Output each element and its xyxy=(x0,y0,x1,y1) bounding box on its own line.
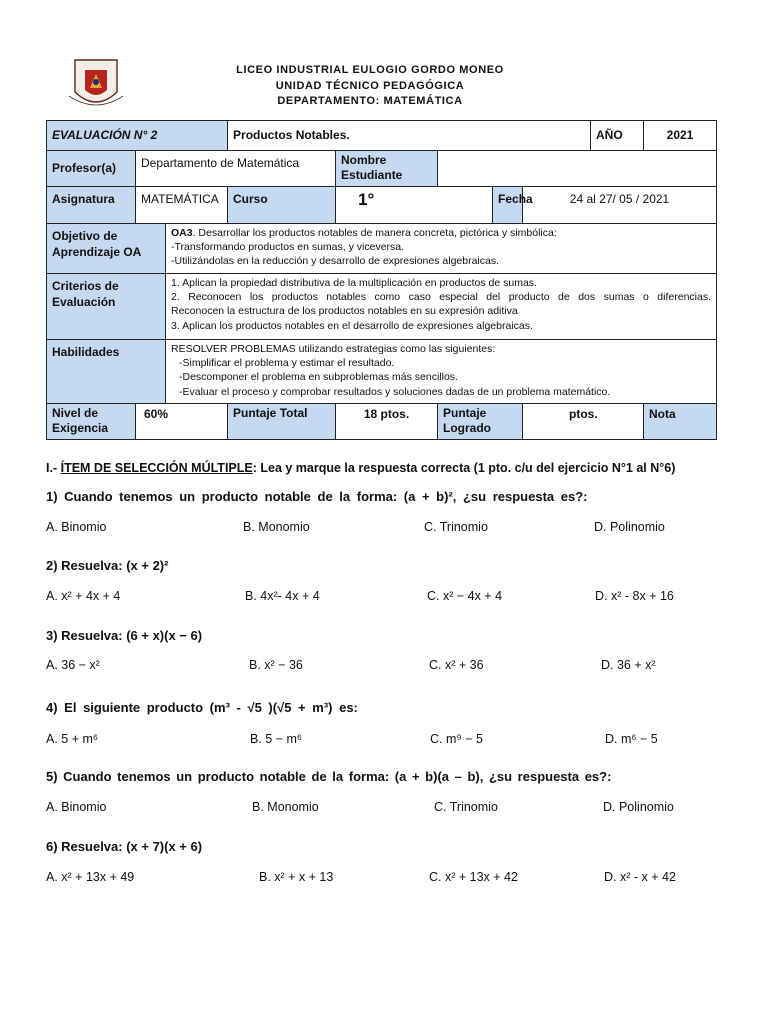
section-heading xyxy=(46,461,716,475)
school-name: LICEO INDUSTRIAL EULOGIO GORDO MONEO xyxy=(236,64,504,76)
q1-option-a[interactable]: A. Binomio xyxy=(46,520,107,534)
subject-value: MATEMÁTICA xyxy=(136,187,228,224)
q2-option-d[interactable]: D. x² - 8x + 16 xyxy=(595,589,674,603)
achieved-score-label: Puntaje Logrado xyxy=(438,404,523,440)
q5-option-d[interactable]: D. Polinomio xyxy=(603,800,674,814)
total-score-label: Puntaje Total xyxy=(228,404,336,440)
q2-option-c[interactable]: C. x² − 4x + 4 xyxy=(427,589,503,603)
criteria-label: Criterios de Evaluación xyxy=(47,274,166,340)
student-name-field[interactable] xyxy=(438,151,717,187)
skills-line: RESOLVER PROBLEMAS utilizando estrategias como las siguientes: xyxy=(171,343,496,355)
subject-label: Asignatura xyxy=(47,187,136,224)
evaluation-info-table xyxy=(46,120,717,440)
skills-content xyxy=(166,340,717,404)
evaluation-title: Productos Notables. xyxy=(228,121,591,151)
department-name: DEPARTAMENTO: MATEMÁTICA xyxy=(277,95,463,107)
objective-code: OA3 xyxy=(171,227,193,239)
q1-option-c[interactable]: C. Trinomio xyxy=(424,520,488,534)
grade-label-text: Nota xyxy=(649,407,676,421)
evaluation-label: EVALUACIÓN N° 2 xyxy=(47,121,228,151)
level-value: 60% xyxy=(136,404,228,440)
objective-content xyxy=(166,224,717,274)
q1-option-d[interactable]: D. Polinomio xyxy=(594,520,665,534)
year-value: 2021 xyxy=(644,121,717,151)
q5-option-a[interactable]: A. Binomio xyxy=(46,800,107,814)
q3-option-d[interactable]: D. 36 + x² xyxy=(601,658,656,672)
objective-line: -Transformando productos en sumas, y viceversa. xyxy=(171,241,405,254)
date-value: 24 al 27/ 05 / 2021 xyxy=(523,187,717,224)
criteria-line: 1. Aplican la propiedad distributiva de la multiplicación en productos de sumas. xyxy=(171,277,537,289)
skills-line: -Evaluar el proceso y comprobar resultados y soluciones dadas de un problema matemático. xyxy=(179,385,611,398)
unit-name: UNIDAD TÉCNICO PEDAGÓGICA xyxy=(275,80,465,92)
q6-option-d[interactable]: D. x² - x + 42 xyxy=(604,870,676,884)
question-6: 6) Resuelva: (x + 7)(x + 6) xyxy=(46,839,203,854)
school-logo xyxy=(63,56,129,112)
objective-line: . Desarrollar los productos notables de manera concreta, pictórica y simbólica: xyxy=(192,227,557,239)
skills-line: -Descomponer el problema en subproblemas más sencillos. xyxy=(179,371,458,384)
objective-line: -Utilizándolas en la reducción y desarrollo de expresiones algebraicas. xyxy=(171,255,500,268)
q4-option-a[interactable]: A. 5 + m⁶ xyxy=(46,732,99,746)
q5-option-c[interactable]: C. Trinomio xyxy=(434,800,498,814)
grade-label xyxy=(644,404,717,440)
question-2: 2) Resuelva: (x + 2)² xyxy=(46,558,169,573)
date-label: Fecha xyxy=(493,187,523,224)
question-5: 5) Cuando tenemos un producto notable de la forma: (a + b)(a – b), ¿su respuesta es?: xyxy=(46,769,612,784)
section-title: ÍTEM DE SELECCIÓN MÚLTIPLE xyxy=(60,461,253,475)
teacher-value: Departamento de Matemática xyxy=(136,151,336,187)
year-label: AÑO xyxy=(591,121,644,151)
achieved-score-field[interactable]: ptos. xyxy=(523,404,644,440)
criteria-content xyxy=(166,274,717,340)
objective-label: Objetivo de Aprendizaje OA xyxy=(47,224,166,274)
q2-option-b[interactable]: B. 4x²- 4x + 4 xyxy=(245,589,320,603)
q4-option-b[interactable]: B. 5 − m⁶ xyxy=(250,732,303,746)
q2-option-a[interactable]: A. x² + 4x + 4 xyxy=(46,589,121,603)
total-score-value: 18 ptos. xyxy=(336,404,438,440)
q3-option-b[interactable]: B. x² − 36 xyxy=(249,658,303,672)
q4-option-d[interactable]: D. m⁶ − 5 xyxy=(605,732,658,746)
q3-option-c[interactable]: C. x² + 36 xyxy=(429,658,484,672)
student-name-label: Nombre Estudiante xyxy=(336,151,438,187)
question-4: 4) El siguiente producto (m³ - √5 )(√5 + m³) es: xyxy=(46,700,358,715)
q6-option-a[interactable]: A. x² + 13x + 49 xyxy=(46,870,135,884)
section-prefix: I.- xyxy=(46,461,61,475)
criteria-line: 3. Aplican los productos notables en el desarrollo de expresiones algebraicas. xyxy=(171,319,533,332)
teacher-label: Profesor(a) xyxy=(47,151,136,187)
q5-option-b[interactable]: B. Monomio xyxy=(252,800,319,814)
skills-line: -Simplificar el problema y estimar el resultado. xyxy=(179,357,395,370)
q4-option-c[interactable]: C. m⁹ − 5 xyxy=(430,732,483,746)
q3-option-a[interactable]: A. 36 − x² xyxy=(46,658,100,672)
question-3: 3) Resuelva: (6 + x)(x − 6) xyxy=(46,628,203,643)
q1-option-b[interactable]: B. Monomio xyxy=(243,520,310,534)
skills-label: Habilidades xyxy=(47,340,166,404)
course-label: Curso xyxy=(228,187,336,224)
criteria-line: 2. Reconocen los productos notables como caso especial del producto de dos sumas o diferencias. xyxy=(171,291,712,304)
course-value: 1° xyxy=(336,187,493,224)
question-1: 1) Cuando tenemos un producto notable de la forma: (a + b)², ¿su respuesta es?: xyxy=(46,489,588,504)
level-label: Nivel de Exigencia xyxy=(47,404,136,440)
q6-option-c[interactable]: C. x² + 13x + 42 xyxy=(429,870,518,884)
q6-option-b[interactable]: B. x² + x + 13 xyxy=(259,870,334,884)
criteria-line: Reconocen la estructura de los productos notables en su expresión aditiva xyxy=(171,305,518,318)
section-instruction: : Lea y marque la respuesta correcta (1 pto. c/u del ejercicio N°1 al N°6) xyxy=(252,461,676,475)
